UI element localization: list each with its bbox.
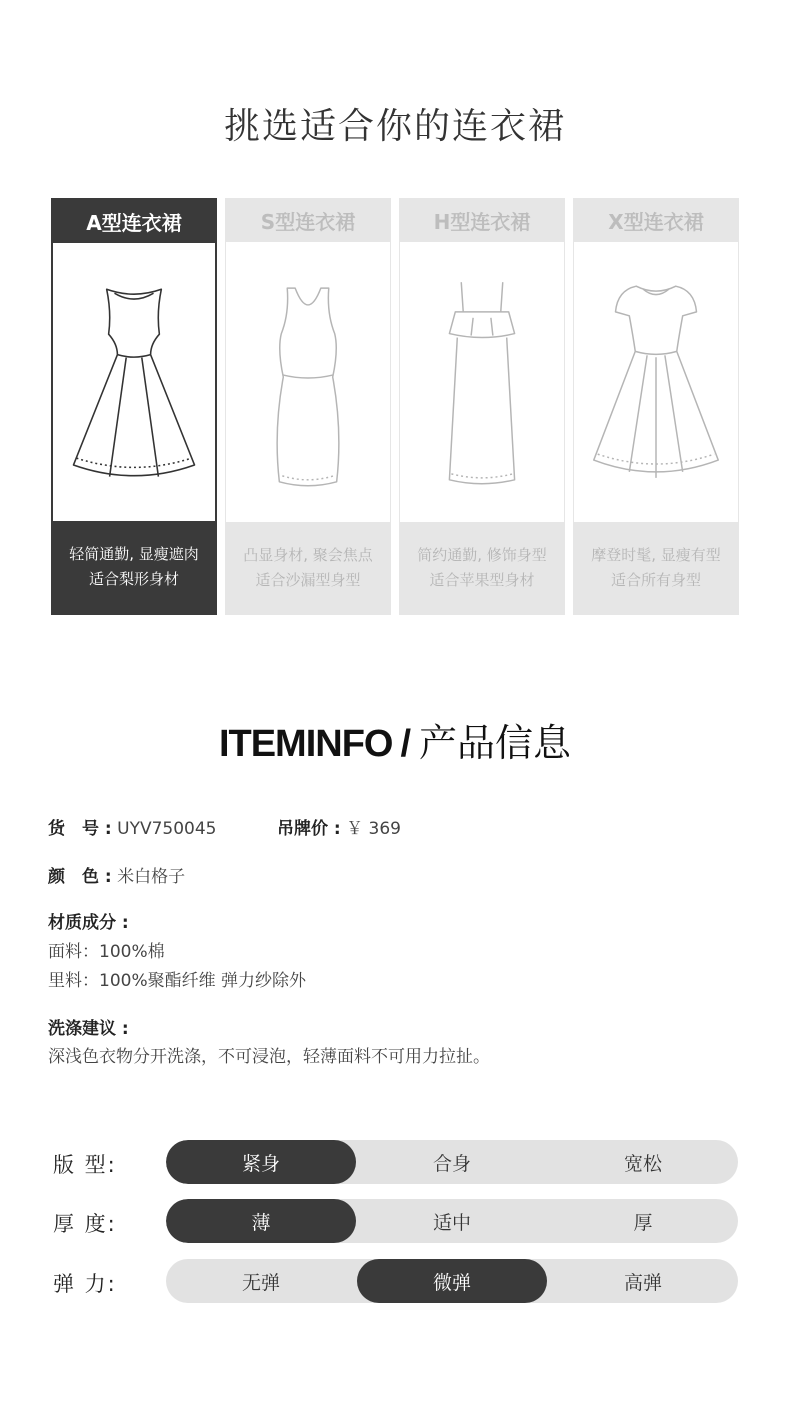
dress-card-title: H型连衣裙	[400, 199, 564, 242]
fit-scale-bar	[166, 1140, 738, 1184]
wash-text: 深浅色衣物分开洗涤，不可浸泡，轻薄面料不可用力拉扯。	[48, 1047, 490, 1067]
price-value: ￥ 369	[346, 819, 401, 839]
dress-type-cards	[51, 198, 739, 615]
thickness-option-thick[interactable]: 厚	[633, 1211, 653, 1234]
item-info-title-cn: 产品信息	[419, 721, 572, 765]
dress-card-title: X型连衣裙	[574, 199, 738, 242]
sku-row	[48, 814, 216, 839]
dress-card-desc-line1: 轻简通勤, 显瘦遮肉	[69, 545, 199, 563]
a-line-dress-illustration	[53, 243, 215, 521]
dress-card-desc	[53, 521, 215, 613]
dress-card-h[interactable]	[399, 198, 565, 615]
material-section	[48, 909, 306, 996]
item-info-title	[0, 712, 790, 767]
dress-card-desc-line2: 适合梨形身材	[88, 570, 179, 588]
elasticity-option-none[interactable]: 无弹	[241, 1271, 280, 1294]
dress-card-desc-line1: 凸显身材, 聚会焦点	[243, 546, 373, 564]
dress-card-desc	[226, 522, 390, 614]
dress-card-desc-line2: 适合所有身型	[610, 571, 701, 589]
fit-option-regular[interactable]: 合身	[432, 1152, 471, 1175]
elasticity-option-high[interactable]: 高弹	[623, 1271, 662, 1294]
dress-card-desc	[400, 522, 564, 614]
elasticity-scale-label: 弹 力:	[53, 1272, 117, 1296]
material-label: 材质成分 :	[48, 913, 129, 933]
price-label: 吊牌价 :	[277, 819, 341, 839]
dress-card-a[interactable]	[51, 198, 217, 615]
fit-option-tight[interactable]: 紧身	[166, 1140, 356, 1184]
elasticity-scale-bar	[166, 1259, 738, 1303]
dress-card-x[interactable]	[573, 198, 739, 615]
dress-card-desc	[574, 522, 738, 614]
h-slip-dress-illustration	[400, 242, 564, 522]
thickness-scale-label: 厚 度:	[53, 1212, 117, 1236]
sku-value: UYV750045	[117, 819, 217, 839]
x-fit-flare-dress-illustration	[574, 242, 738, 522]
price-row	[277, 814, 401, 839]
color-label: 颜 色 :	[48, 867, 112, 887]
elasticity-option-slight[interactable]: 微弹	[357, 1259, 547, 1303]
fit-scale-label: 版 型:	[53, 1153, 117, 1177]
wash-label: 洗涤建议 :	[48, 1019, 129, 1039]
thickness-option-medium[interactable]: 适中	[432, 1211, 471, 1234]
thickness-scale-bar	[166, 1199, 738, 1243]
color-value: 米白格子	[117, 867, 186, 887]
s-bodycon-dress-illustration	[226, 242, 390, 522]
fit-option-loose[interactable]: 宽松	[623, 1152, 662, 1175]
sku-label: 货 号 :	[48, 819, 112, 839]
dress-card-title: S型连衣裙	[226, 199, 390, 242]
dress-card-desc-line1: 简约通勤, 修饰身型	[417, 546, 547, 564]
color-row	[48, 862, 185, 887]
dress-card-desc-line2: 适合沙漏型身型	[255, 571, 361, 589]
item-info-title-sep: /	[400, 723, 412, 765]
material-line-outer: 面料：100%棉	[48, 942, 165, 962]
wash-section	[48, 1015, 490, 1071]
dress-card-s[interactable]	[225, 198, 391, 615]
material-line-lining: 里料：100%聚酯纤维 弹力纱除外	[48, 971, 307, 991]
dress-card-desc-line1: 摩登时髦, 显瘦有型	[591, 546, 721, 564]
thickness-option-thin[interactable]: 薄	[166, 1199, 356, 1243]
page-title: 挑选适合你的连衣裙	[223, 106, 566, 147]
dress-card-desc-line2: 适合苹果型身材	[429, 571, 535, 589]
item-info-title-en: ITEMINFO	[218, 723, 393, 765]
dress-card-title: A型连衣裙	[53, 200, 215, 243]
